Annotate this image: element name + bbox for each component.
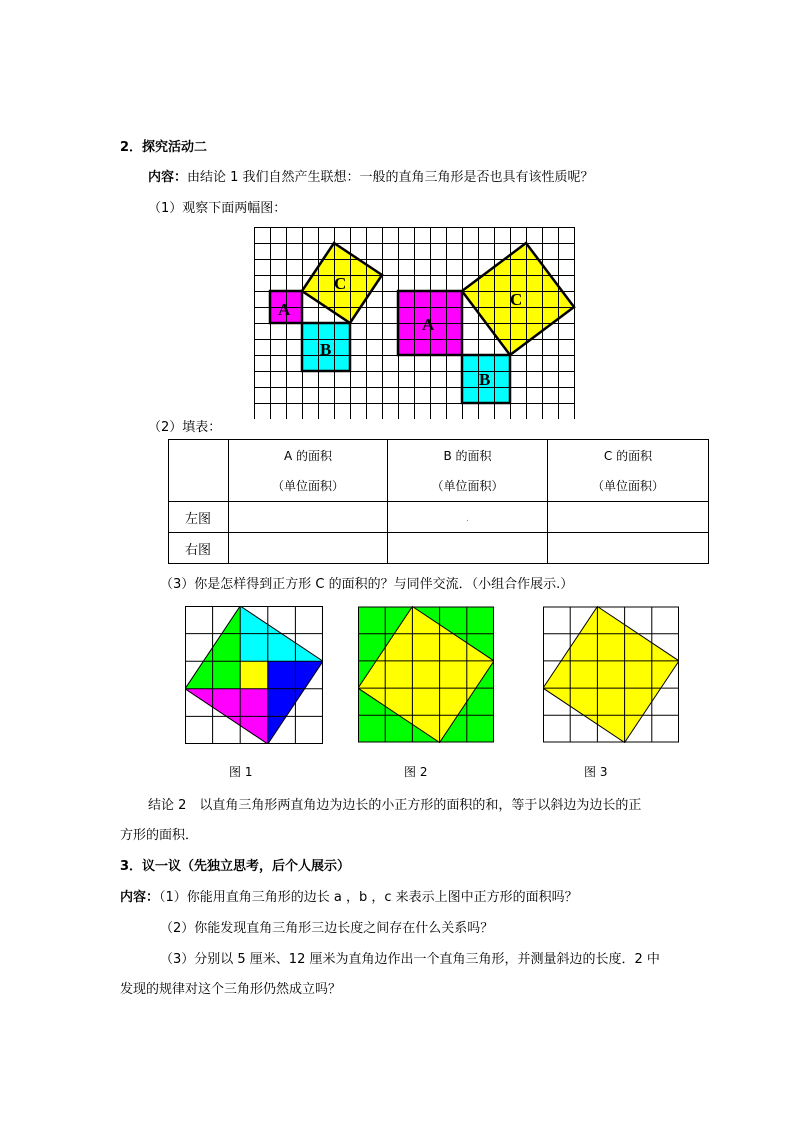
- header-a-title: A 的面积: [283, 448, 333, 463]
- figure-3-caption: 图 3: [584, 765, 608, 779]
- fig1-yellow-center: [240, 661, 268, 689]
- header-c-unit: （单位面积）: [591, 478, 664, 493]
- figure-1: [185, 606, 323, 744]
- left-label-c: C: [334, 274, 347, 293]
- conclusion-line-2: 方形的面积．: [120, 828, 199, 843]
- grid-lines: [254, 227, 575, 419]
- figure-1-caption: 图 1: [229, 765, 253, 779]
- grid-figure: [254, 227, 578, 419]
- right-label-a: A: [422, 315, 435, 334]
- conclusion-line-1: 结论 2 以直角三角形两直角边为边长的小正方形的面积的和，等于以斜边为边长的正: [148, 798, 642, 813]
- header-b-title: B 的面积: [443, 448, 492, 463]
- figure-2: [358, 606, 494, 743]
- mid-dot: .: [466, 514, 469, 524]
- question-1: [120, 886, 578, 905]
- left-label-a: A: [278, 300, 291, 319]
- section-2-content: [148, 166, 594, 185]
- cell-left-a[interactable]: [229, 502, 388, 533]
- header-c: [548, 440, 709, 502]
- cell-left-c[interactable]: [548, 502, 709, 533]
- row-right-label: 右图: [169, 533, 229, 564]
- content-text: 由结论 1 我们自然产生联想：一般的直角三角形是否也具有该性质呢？: [187, 170, 594, 185]
- header-b: [388, 440, 548, 502]
- question-3-line-1: （3）分别以 5 厘米、12 厘米为直角边作出一个直角三角形，并测量斜边的长度．2 中: [160, 952, 660, 967]
- figure-2-caption: 图 2: [404, 765, 428, 779]
- figure-3: [543, 606, 679, 743]
- step-2-text: （2）填表：: [148, 420, 222, 435]
- question-1-text: （1）你能用直角三角形的边长 a ，b ，c 来表示上图中正方形的面积吗？: [159, 890, 578, 905]
- content-label: 内容：: [148, 170, 188, 185]
- cell-right-b[interactable]: [388, 533, 548, 564]
- right-label-c: C: [510, 290, 523, 309]
- header-c-title: C 的面积: [603, 448, 653, 463]
- header-a-unit: （单位面积）: [271, 478, 344, 493]
- area-table: [168, 439, 709, 564]
- section-3-content-label: 内容：: [120, 890, 160, 905]
- question-2: （2）你能发现直角三角形三边长度之间存在什么关系吗？: [160, 921, 494, 936]
- step-1-text: （1）观察下面两幅图：: [148, 201, 287, 216]
- table-corner: [169, 440, 229, 502]
- section-3-heading: 3．议一议（先独立思考，后个人展示）: [120, 859, 351, 874]
- fig3-yellow-square: [543, 607, 679, 743]
- cell-right-c[interactable]: [548, 533, 709, 564]
- header-b-unit: （单位面积）: [431, 478, 504, 493]
- header-a: [229, 440, 388, 502]
- row-left-label: 左图: [169, 502, 229, 533]
- cell-right-a[interactable]: [229, 533, 388, 564]
- right-label-b: B: [479, 370, 491, 389]
- section-2-heading: 2．探究活动二: [120, 140, 208, 155]
- step-3-text: （3）你是怎样得到正方形 C 的面积的？与同伴交流．（小组合作展示.）: [160, 577, 574, 592]
- question-3-line-2: 发现的规律对这个三角形仍然成立吗？: [120, 982, 342, 997]
- left-label-b: B: [320, 340, 332, 359]
- cell-left-b[interactable]: [388, 502, 548, 533]
